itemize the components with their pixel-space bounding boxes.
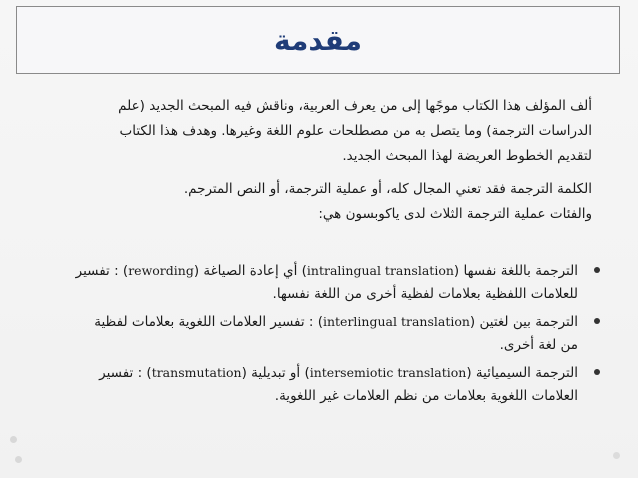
decorative-dot-icon bbox=[15, 456, 22, 463]
definition-line: الكلمة الترجمة فقد تعني المجال كله، أو عملية الترجمة، أو النص المترجم. bbox=[183, 181, 592, 197]
decorative-dot-icon bbox=[10, 436, 17, 443]
bullet-item bbox=[30, 310, 606, 357]
english-term: rewording bbox=[128, 263, 194, 278]
intro-line: لتقديم الخطوط العريضة لهذا المبحث الجديد. bbox=[342, 148, 592, 164]
decorative-dot-icon bbox=[613, 452, 620, 459]
intro-line: ألف المؤلف هذا الكتاب موجًها إلى من يعرف العربية، وناقش فيه المبحث الجديد (علم bbox=[118, 98, 592, 114]
title-box bbox=[16, 6, 620, 74]
english-term: intralingual translation bbox=[306, 263, 454, 278]
bullet-dot-icon bbox=[594, 318, 600, 324]
categories-line: والفئات عملية الترجمة الثلاث لدى ياكوبسون هي: bbox=[318, 206, 592, 222]
bullet-dot-icon bbox=[594, 369, 600, 375]
bullet-list bbox=[30, 259, 606, 408]
bullet-line: من لغة أخرى. bbox=[499, 337, 578, 353]
bullet-line: الترجمة السيميائية (intersemiotic translation) أو تبديلية (transmutation) : تفسير bbox=[99, 365, 578, 381]
bullet-item bbox=[30, 361, 606, 408]
bullet-line: للعلامات اللفظية بعلامات لفظية أخرى من اللغة نفسها. bbox=[272, 286, 578, 302]
english-term: interlingual translation bbox=[322, 314, 470, 329]
bullet-dot-icon bbox=[594, 267, 600, 273]
slide-body bbox=[30, 94, 606, 412]
english-term: transmutation bbox=[151, 365, 242, 380]
bullet-line: الترجمة بين لغتين (interlingual translation) : تفسير العلامات اللغوية بعلامات لفظية bbox=[94, 314, 578, 330]
slide-title: مقدمة bbox=[274, 23, 362, 57]
english-term: intersemiotic translation bbox=[309, 365, 467, 380]
bullet-item bbox=[30, 259, 606, 306]
bullet-line: العلامات اللغوية بعلامات من نظم العلامات غير اللغوية. bbox=[274, 388, 578, 404]
bullet-line: الترجمة باللغة نفسها (intralingual translation) أي إعادة الصياغة (rewording) : تفسير bbox=[75, 263, 578, 279]
intro-paragraph bbox=[30, 94, 592, 227]
intro-line: الدراسات الترجمة) وما يتصل به من مصطلحات علوم اللغة وغيرها. وهدف هذا الكتاب bbox=[119, 123, 592, 139]
